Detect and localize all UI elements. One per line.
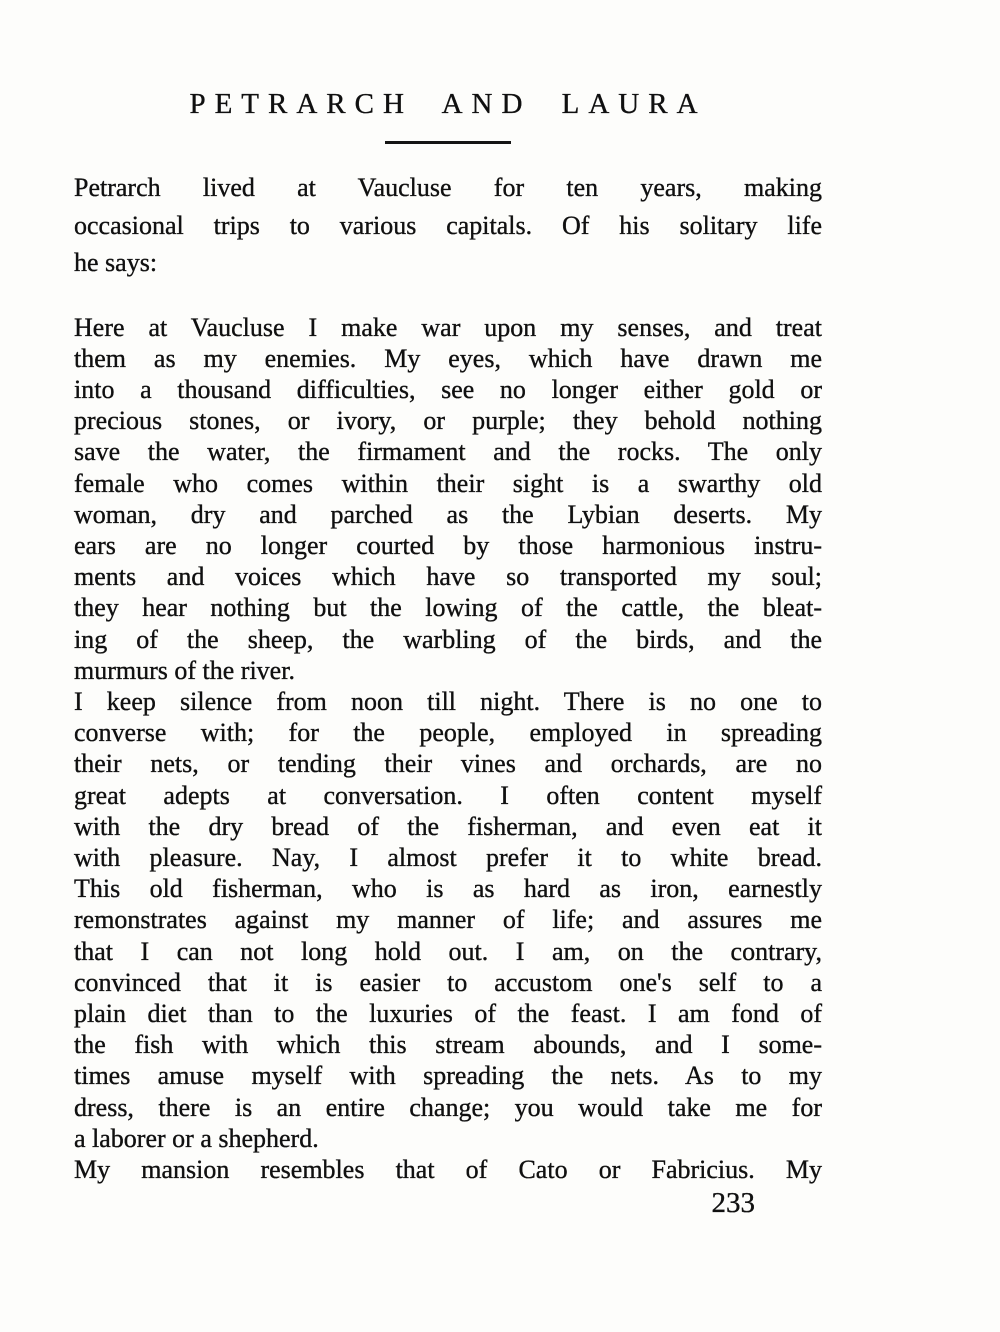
page-number: 233: [711, 1187, 755, 1219]
text-line: precious stones, or ivory, or purple; they behold nothing: [74, 406, 822, 436]
text-line: Here at Vaucluse I make war upon my senses, and treat: [74, 312, 822, 342]
page-title: PETRARCH AND LAURA: [189, 88, 707, 120]
text-line: Petrarch lived at Vaucluse for ten years, making: [74, 173, 822, 202]
text-line: save the water, the firmament and the rocks. The only: [74, 437, 822, 467]
text-line: convinced that it is easier to accustom one's self to a: [74, 967, 822, 997]
text-line: I keep silence from noon till night. There is no one to: [74, 686, 822, 716]
text-line: they hear nothing but the lowing of the cattle, the bleat-: [74, 593, 822, 623]
text-line: murmurs of the river.: [74, 655, 295, 685]
text-line: the fish with which this stream abounds, and I some-: [74, 1030, 822, 1060]
text-line: ments and voices which have so transported my soul;: [74, 562, 822, 592]
text-line: My mansion resembles that of Cato or Fabricius. My: [74, 1154, 822, 1184]
intro-paragraph: [74, 169, 822, 282]
text-line: into a thousand difficulties, see no longer either gold or: [74, 374, 822, 404]
text-line: a laborer or a shepherd.: [74, 1123, 319, 1153]
title-rule-divider: [385, 141, 511, 144]
text-line: converse with; for the people, employed in spreading: [74, 718, 822, 748]
text-column: [74, 86, 822, 1185]
text-line: them as my enemies. My eyes, which have drawn me: [74, 343, 822, 373]
quotation-block: [74, 312, 822, 1186]
text-line: female who comes within their sight is a swarthy old: [74, 468, 822, 498]
text-line: times amuse myself with spreading the nets. As to my: [74, 1061, 822, 1091]
text-line: plain diet than to the luxuries of the feast. I am fond of: [74, 998, 822, 1028]
text-line: woman, dry and parched as the Lybian deserts. My: [74, 499, 822, 529]
text-line: with the dry bread of the fisherman, and even eat it: [74, 811, 822, 841]
text-line: occasional trips to various capitals. Of his solitary life: [74, 210, 822, 240]
text-line: with pleasure. Nay, I almost prefer it to white bread.: [74, 842, 822, 872]
text-line: that I can not long hold out. I am, on the contrary,: [74, 936, 822, 966]
text-line: he says:: [74, 248, 158, 277]
text-line: ing of the sheep, the warbling of the birds, and the: [74, 624, 822, 654]
text-line: ears are no longer courted by those harmonious instru-: [74, 530, 822, 560]
text-line: remonstrates against my manner of life; and assures me: [74, 905, 822, 935]
text-line: dress, there is an entire change; you would take me for: [74, 1092, 822, 1122]
text-line: great adepts at conversation. I often content myself: [74, 780, 822, 810]
text-line: their nets, or tending their vines and orchards, are no: [74, 749, 822, 779]
text-line: This old fisherman, who is as hard as iron, earnestly: [74, 874, 822, 904]
